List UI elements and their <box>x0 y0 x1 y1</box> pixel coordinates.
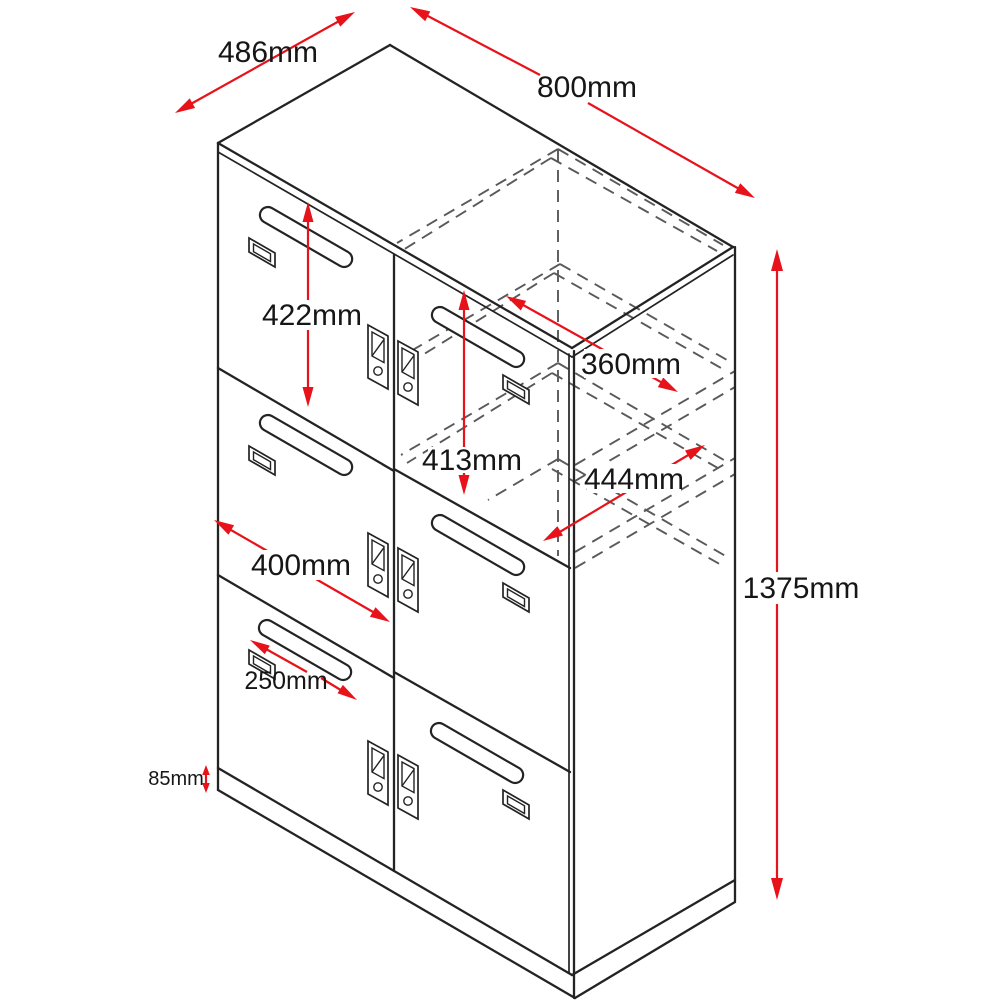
dimension-plinth-height-85 <box>148 765 210 793</box>
dim-label-plinth-height: 85mm <box>148 768 204 790</box>
dim-label-inner-height: 413mm <box>421 444 523 477</box>
lock-top-left <box>368 325 388 389</box>
dim-label-depth: 486mm <box>217 36 319 69</box>
dim-label-door-width: 400mm <box>250 549 352 582</box>
lock-bottom-left <box>368 741 388 805</box>
lock-middle-left <box>368 533 388 597</box>
lock-middle-right <box>398 548 418 612</box>
lock-bottom-right <box>398 755 418 819</box>
dim-label-inner-width: 360mm <box>580 348 682 381</box>
dim-label-overall-height: 1375mm <box>742 572 860 605</box>
dim-label-width: 800mm <box>536 71 638 104</box>
dim-label-slot-length: 250mm <box>244 667 328 695</box>
dim-label-door-height: 422mm <box>261 299 363 332</box>
dim-label-inner-depth: 444mm <box>583 463 685 496</box>
lock-top-right <box>398 341 418 405</box>
